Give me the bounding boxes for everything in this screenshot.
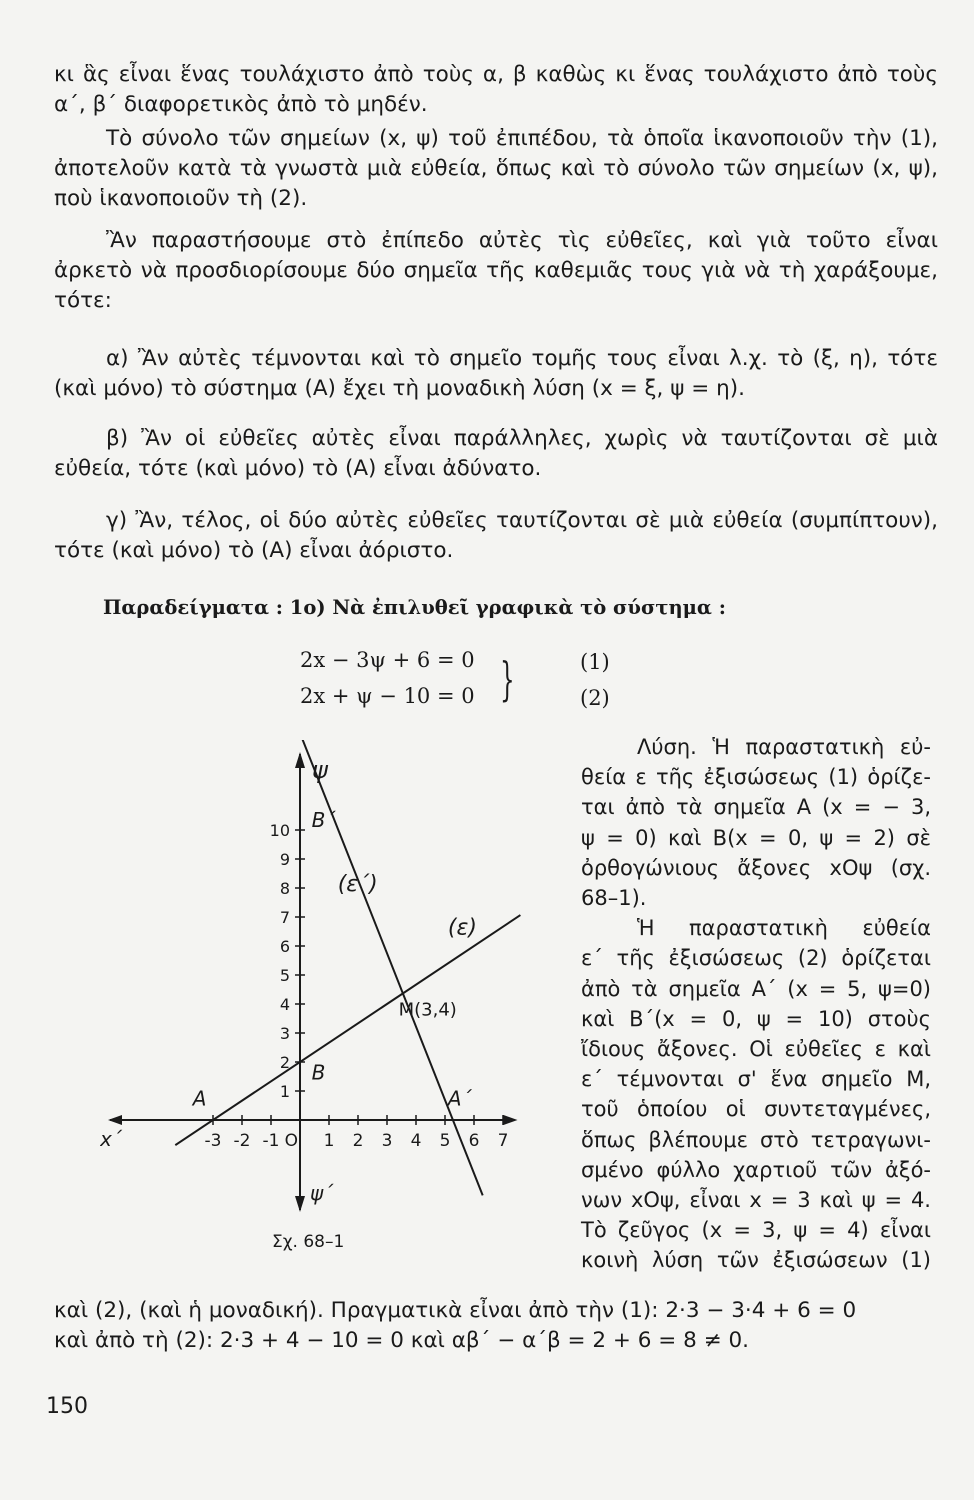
solution-line: ε΄ τέμνονται σ' ἕνα σημεῖο Μ, (581, 1067, 931, 1092)
figure-caption: Σχ. 68–1 (272, 1232, 345, 1252)
solution-line: Ἡ παραστατικὴ εὐθεία (637, 916, 931, 941)
solution-line: ψ = 0) καὶ Β(x = 0, ψ = 2) σὲ (581, 825, 931, 850)
equation-2-tag: (2) (580, 686, 610, 710)
equation-1: 2x − 3ψ + 6 = 0 (300, 648, 475, 672)
y-tick-label: 10 (269, 821, 290, 840)
y-tick-label: 5 (279, 966, 290, 985)
page-number: 150 (46, 1394, 88, 1419)
case-b: β) Ἂν οἱ εὐθεῖες αὐτὲς εἶναι παράλληλες, χωρὶς νὰ ταυτίζονται σὲ μιὰ εὐθεία, τότε (καὶ μόνο) τὸ (Α) εἶναι ἀδύνατο. (54, 426, 938, 481)
line-epsilon (175, 915, 520, 1145)
line-epsilon-prime-label: (ε΄) (337, 871, 378, 897)
solution-line: ἴδιους ἄξονες. Οἱ εὐθεῖες ε καὶ (581, 1037, 931, 1062)
solution-line: Λύση. Ἡ παραστατικὴ εὐ- (637, 735, 931, 759)
y-tick-label: 2 (279, 1053, 290, 1072)
solution-line: Τὸ ζεῦγος (x = 3, ψ = 4) εἶναι (581, 1218, 931, 1243)
y-tick-label: 4 (279, 995, 290, 1014)
x-tick-label: -1 (262, 1131, 280, 1151)
point-a-prime-label: A΄ (447, 1086, 472, 1111)
x-tick-label: 6 (468, 1131, 480, 1151)
solution-line: ἀπὸ τὰ σημεῖα Α΄ (x = 5, ψ=0) (581, 976, 931, 1001)
x-tick-label: 4 (410, 1131, 422, 1151)
case-c: γ) Ἂν, τέλος, οἱ δύο αὐτὲς εὐθεῖες ταυτίζονται σὲ μιὰ εὐθεία (συμπίπτουν), τότε (καὶ μόνο) τὸ (Α) εἶναι ἀόριστο. (54, 508, 938, 563)
solution-line: ὀρθογώνιους ἄξονες xOψ (σχ. (581, 855, 931, 880)
solution-line: ε΄ τῆς ἐξισώσεως (2) ὁρίζεται (581, 946, 931, 971)
solution-line: νων xOψ, εἶναι x = 3 καὶ ψ = 4. (581, 1188, 931, 1213)
y-axis-arrow-icon (295, 752, 305, 768)
solution-line: θεία ε τῆς ἐξισώσεως (1) ὁρίζε- (581, 765, 931, 790)
example-heading: Παραδείγματα : 1ο) Νὰ ἐπιλυθεῖ γραφικὰ τὸ σύστημα : (103, 596, 726, 619)
y-tick-label: 3 (279, 1024, 290, 1043)
figure-68-1 (100, 740, 530, 1220)
x-tick-label: 5 (439, 1131, 451, 1151)
point-b-prime-label: B΄ (311, 808, 336, 833)
solution-column (581, 732, 931, 1276)
y-tick-label: 1 (279, 1082, 290, 1101)
origin-label: O (284, 1131, 298, 1151)
paragraph-intro-1: κι ἃς εἶναι ἕνας τουλάχιστο ἀπὸ τοὺς α, β καθὼς κι ἕνας τουλάχιστο ἀπὸ τοὺς α΄, β΄ διαφορετικὸς ἀπὸ τὸ μηδέν. (54, 62, 938, 117)
solution-line: ὅπως βλέπουμε στὸ τετραγωνι- (581, 1127, 931, 1152)
y-tick-label: 9 (279, 850, 290, 869)
y-tick-label: 8 (279, 879, 290, 898)
figure-graph (100, 740, 530, 1220)
paragraph-intro-3: Ἂν παραστήσουμε στὸ ἐπίπεδο αὐτὲς τὶς εὐθεῖες, καὶ γιὰ τοῦτο εἶναι ἀρκετὸ νὰ προσδιορίσουμε δύο σημεῖα τῆς καθεμιᾶς τους γιὰ νὰ τὴ χαράξουμε, τότε: (54, 228, 938, 313)
x-tick-label: 7 (497, 1131, 509, 1151)
point-a-label: A (192, 1086, 207, 1111)
x-axis-neg-arrow-icon (108, 1115, 122, 1125)
solution-line: τοῦ ὁποίου οἱ συντεταγμένες, (581, 1097, 931, 1122)
x-axis-arrow-icon (504, 1115, 518, 1125)
solution-line: σμένο φύλλο χαρτιοῦ τῶν ἀξό- (581, 1157, 931, 1182)
solution-final-line-1: καὶ (2), (καὶ ἡ μοναδική). Πραγματικὰ εἶναι ἀπὸ τὴν (1): 2·3 − 3·4 + 6 = 0 (54, 1298, 857, 1323)
x-tick-label: 2 (352, 1131, 364, 1151)
solution-line: ται ἀπὸ τὰ σημεῖα Α (x = − 3, (581, 795, 931, 820)
y-axis-neg-label: ψ΄ (310, 1181, 334, 1205)
solution-line: κοινὴ λύση τῶν ἐξισώσεων (1) (581, 1248, 931, 1273)
case-a: α) Ἂν αὐτὲς τέμνονται καὶ τὸ σημεῖο τομῆς τους εἶναι λ.χ. τὸ (ξ, η), τότε (καὶ μόνο) τὸ σύστημα (Α) ἔχει τὴ μοναδικὴ λύση (x = ξ, ψ = η). (54, 346, 938, 401)
solution-line: 68–1). (581, 886, 647, 911)
equation-2: 2x + ψ − 10 = 0 (300, 684, 475, 708)
y-tick-label: 6 (279, 937, 290, 956)
x-tick-label: -2 (233, 1131, 251, 1151)
x-tick-label: -3 (204, 1131, 222, 1151)
x-tick-label: 3 (381, 1131, 393, 1151)
solution-final-line-2: καὶ ἀπὸ τὴ (2): 2·3 + 4 − 10 = 0 καὶ αβ΄ − α΄β = 2 + 6 = 8 ≠ 0. (54, 1328, 749, 1353)
equation-1-tag: (1) (580, 650, 610, 674)
x-tick-label: 1 (323, 1131, 335, 1151)
point-m-label: M(3,4) (398, 999, 457, 1021)
y-axis-label: ψ (312, 756, 328, 784)
line-epsilon-label: (ε) (447, 915, 477, 941)
y-axis-neg-arrow-icon (295, 1196, 305, 1212)
paragraph-intro-2: Τὸ σύνολο τῶν σημείων (x, ψ) τοῦ ἐπιπέδου, τὰ ὁποῖα ἱκανοποιοῦν τὴν (1), ἀποτελοῦν κατὰ τὰ γνωστὰ μιὰ εὐθεία, ὅπως καὶ τὸ σύνολο τῶν σημείων (x, ψ), ποὺ ἱκανοποιοῦν τὴ (2). (54, 126, 938, 211)
y-tick-label: 7 (279, 908, 290, 927)
point-b-label: B (311, 1060, 326, 1085)
system-brace: } (500, 652, 515, 706)
solution-line: καὶ Β΄(x = 0, ψ = 10) στοὺς (581, 1006, 931, 1031)
x-axis-neg-label: x΄ (100, 1127, 122, 1151)
